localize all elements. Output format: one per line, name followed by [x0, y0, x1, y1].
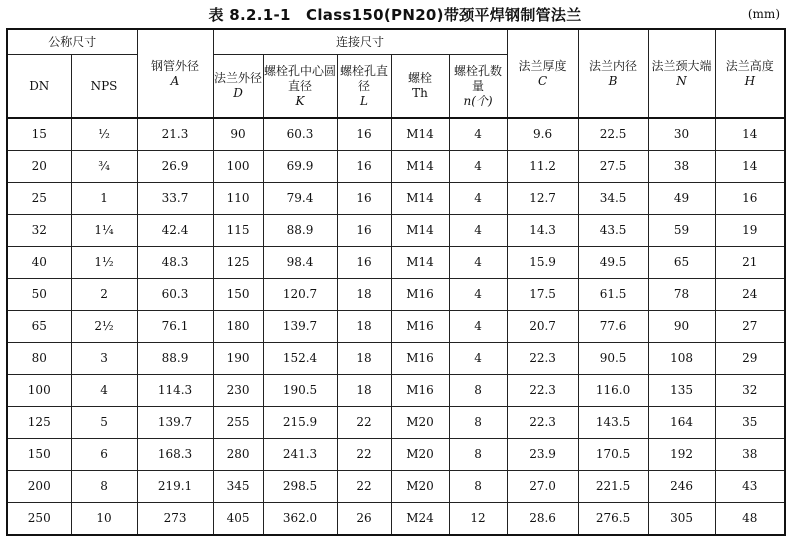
cell-bolt-circle: 60.3 [263, 118, 337, 151]
cell-inner-diameter: 276.5 [578, 503, 648, 536]
cell-bolt-count: 4 [449, 151, 507, 183]
cell-pipe-od: 76.1 [137, 311, 213, 343]
cell-neck: 30 [648, 118, 715, 151]
cell-neck: 78 [648, 279, 715, 311]
header-nps: NPS [71, 55, 137, 119]
cell-dn: 100 [7, 375, 71, 407]
table-row [7, 471, 785, 503]
cell-height: 24 [715, 279, 785, 311]
cell-bolt-circle: 241.3 [263, 439, 337, 471]
cell-bolt-count: 4 [449, 343, 507, 375]
cell-pipe-od: 219.1 [137, 471, 213, 503]
table-row [7, 407, 785, 439]
cell-height: 16 [715, 183, 785, 215]
header-height-symbol: H [744, 73, 756, 88]
cell-bolt: M24 [391, 503, 449, 536]
cell-bolt-count: 8 [449, 407, 507, 439]
cell-neck: 192 [648, 439, 715, 471]
cell-bolt-hole: 22 [337, 407, 391, 439]
cell-flange-od: 405 [213, 503, 263, 536]
cell-flange-od: 345 [213, 471, 263, 503]
cell-bolt-circle: 79.4 [263, 183, 337, 215]
cell-neck: 305 [648, 503, 715, 536]
cell-thickness: 20.7 [507, 311, 578, 343]
cell-bolt-circle: 298.5 [263, 471, 337, 503]
header-bolt-circle-symbol: K [295, 93, 305, 108]
cell-bolt-count: 8 [449, 439, 507, 471]
cell-bolt-count: 4 [449, 183, 507, 215]
cell-pipe-od: 168.3 [137, 439, 213, 471]
header-neck-name: 法兰颈大端 [651, 58, 712, 73]
cell-height: 48 [715, 503, 785, 536]
cell-dn: 200 [7, 471, 71, 503]
cell-bolt-circle: 190.5 [263, 375, 337, 407]
cell-thickness: 17.5 [507, 279, 578, 311]
header-connection: 连接尺寸 [213, 29, 507, 55]
cell-bolt: M20 [391, 439, 449, 471]
cell-neck: 164 [648, 407, 715, 439]
cell-flange-od: 230 [213, 375, 263, 407]
table-row [7, 311, 785, 343]
header-inner-diameter-name: 法兰内径 [589, 58, 638, 73]
header-thickness-symbol: C [537, 73, 548, 88]
cell-neck: 38 [648, 151, 715, 183]
header-bolt-hole-symbol: L [360, 93, 368, 108]
header-thickness [507, 29, 578, 118]
table-body [7, 118, 785, 535]
header-flange-od-symbol: D [233, 86, 243, 100]
cell-bolt-count: 4 [449, 247, 507, 279]
title-row [0, 0, 790, 26]
cell-thickness: 22.3 [507, 407, 578, 439]
cell-flange-od: 90 [213, 118, 263, 151]
cell-bolt-hole: 16 [337, 151, 391, 183]
cell-nps: 3 [71, 343, 137, 375]
header-thickness-name: 法兰厚度 [518, 58, 567, 73]
cell-inner-diameter: 170.5 [578, 439, 648, 471]
cell-thickness: 22.3 [507, 375, 578, 407]
cell-flange-od: 190 [213, 343, 263, 375]
cell-inner-diameter: 43.5 [578, 215, 648, 247]
cell-bolt-count: 8 [449, 375, 507, 407]
cell-bolt: M14 [391, 118, 449, 151]
cell-pipe-od: 26.9 [137, 151, 213, 183]
cell-dn: 40 [7, 247, 71, 279]
cell-bolt-hole: 26 [337, 503, 391, 536]
cell-bolt: M16 [391, 311, 449, 343]
cell-nps: 1¼ [71, 215, 137, 247]
cell-dn: 80 [7, 343, 71, 375]
table-row [7, 439, 785, 471]
cell-inner-diameter: 49.5 [578, 247, 648, 279]
unit-label: (mm) [747, 7, 780, 21]
cell-nps: 1 [71, 183, 137, 215]
cell-bolt-circle: 152.4 [263, 343, 337, 375]
cell-bolt-count: 8 [449, 471, 507, 503]
cell-bolt-count: 4 [449, 279, 507, 311]
table-row [7, 215, 785, 247]
cell-height: 32 [715, 375, 785, 407]
header-neck-symbol: N [676, 73, 687, 88]
cell-bolt-circle: 139.7 [263, 311, 337, 343]
cell-inner-diameter: 22.5 [578, 118, 648, 151]
header-bolt-symbol: Th [412, 86, 428, 100]
cell-nps: 6 [71, 439, 137, 471]
cell-bolt-circle: 120.7 [263, 279, 337, 311]
header-bolt-name: 螺栓 [408, 71, 433, 85]
cell-bolt-circle: 88.9 [263, 215, 337, 247]
cell-pipe-od: 139.7 [137, 407, 213, 439]
cell-inner-diameter: 116.0 [578, 375, 648, 407]
cell-bolt: M16 [391, 343, 449, 375]
cell-nps: ¾ [71, 151, 137, 183]
cell-flange-od: 280 [213, 439, 263, 471]
cell-thickness: 22.3 [507, 343, 578, 375]
header-bolt-hole [337, 55, 391, 119]
cell-bolt-hole: 22 [337, 471, 391, 503]
cell-height: 29 [715, 343, 785, 375]
cell-neck: 49 [648, 183, 715, 215]
cell-bolt: M14 [391, 215, 449, 247]
cell-nps: 10 [71, 503, 137, 536]
cell-bolt-hole: 18 [337, 311, 391, 343]
cell-bolt: M14 [391, 183, 449, 215]
cell-bolt-circle: 362.0 [263, 503, 337, 536]
cell-bolt-hole: 16 [337, 118, 391, 151]
header-bolt-count-name: 螺栓孔数量 [454, 63, 503, 93]
table-header [7, 29, 785, 118]
header-flange-od [213, 55, 263, 119]
cell-pipe-od: 48.3 [137, 247, 213, 279]
header-bolt-hole-name: 螺栓孔直径 [340, 63, 389, 93]
cell-flange-od: 110 [213, 183, 263, 215]
cell-bolt-count: 4 [449, 215, 507, 247]
cell-bolt: M16 [391, 279, 449, 311]
cell-neck: 90 [648, 311, 715, 343]
cell-dn: 15 [7, 118, 71, 151]
cell-bolt-circle: 98.4 [263, 247, 337, 279]
cell-bolt-circle: 215.9 [263, 407, 337, 439]
cell-height: 14 [715, 151, 785, 183]
cell-height: 35 [715, 407, 785, 439]
cell-height: 14 [715, 118, 785, 151]
cell-thickness: 28.6 [507, 503, 578, 536]
header-bolt-count [449, 55, 507, 119]
cell-dn: 50 [7, 279, 71, 311]
cell-inner-diameter: 221.5 [578, 471, 648, 503]
header-bolt-circle [263, 55, 337, 119]
cell-flange-od: 180 [213, 311, 263, 343]
table-row [7, 279, 785, 311]
cell-bolt-hole: 22 [337, 439, 391, 471]
header-bolt-circle-name: 螺栓孔中心圆直径 [264, 63, 337, 93]
cell-flange-od: 100 [213, 151, 263, 183]
cell-thickness: 12.7 [507, 183, 578, 215]
cell-bolt-hole: 18 [337, 375, 391, 407]
cell-pipe-od: 88.9 [137, 343, 213, 375]
cell-neck: 108 [648, 343, 715, 375]
header-flange-od-name: 法兰外径 [214, 71, 263, 85]
cell-nps: 8 [71, 471, 137, 503]
table-row [7, 375, 785, 407]
cell-nps: 2 [71, 279, 137, 311]
cell-nps: ½ [71, 118, 137, 151]
cell-bolt-hole: 18 [337, 279, 391, 311]
cell-dn: 25 [7, 183, 71, 215]
cell-bolt-hole: 16 [337, 247, 391, 279]
cell-thickness: 15.9 [507, 247, 578, 279]
cell-bolt-hole: 16 [337, 183, 391, 215]
cell-bolt: M20 [391, 471, 449, 503]
table-row [7, 503, 785, 536]
cell-bolt: M14 [391, 151, 449, 183]
cell-flange-od: 255 [213, 407, 263, 439]
cell-bolt-count: 4 [449, 311, 507, 343]
cell-dn: 65 [7, 311, 71, 343]
header-neck [648, 29, 715, 118]
cell-pipe-od: 42.4 [137, 215, 213, 247]
cell-dn: 250 [7, 503, 71, 536]
table-row [7, 183, 785, 215]
header-height [715, 29, 785, 118]
cell-inner-diameter: 61.5 [578, 279, 648, 311]
header-bolt-count-symbol: n(个) [463, 93, 493, 108]
header-pipe-od [137, 29, 213, 118]
cell-neck: 59 [648, 215, 715, 247]
cell-thickness: 9.6 [507, 118, 578, 151]
header-dn: DN [7, 55, 71, 119]
cell-height: 43 [715, 471, 785, 503]
cell-nps: 5 [71, 407, 137, 439]
table-row [7, 247, 785, 279]
cell-bolt-count: 4 [449, 118, 507, 151]
cell-nps: 1½ [71, 247, 137, 279]
cell-nps: 2½ [71, 311, 137, 343]
cell-dn: 32 [7, 215, 71, 247]
cell-bolt-hole: 16 [337, 215, 391, 247]
cell-pipe-od: 114.3 [137, 375, 213, 407]
cell-pipe-od: 273 [137, 503, 213, 536]
table-row [7, 118, 785, 151]
cell-height: 38 [715, 439, 785, 471]
cell-bolt-hole: 18 [337, 343, 391, 375]
table-row [7, 343, 785, 375]
header-pipe-od-name: 钢管外径 [151, 58, 200, 73]
cell-thickness: 23.9 [507, 439, 578, 471]
cell-pipe-od: 33.7 [137, 183, 213, 215]
header-nominal-size: 公称尺寸 [7, 29, 137, 55]
cell-inner-diameter: 27.5 [578, 151, 648, 183]
table-title: 表 8.2.1-1 Class150(PN20)带颈平焊钢制管法兰 [208, 6, 582, 24]
cell-flange-od: 115 [213, 215, 263, 247]
cell-bolt-circle: 69.9 [263, 151, 337, 183]
cell-height: 19 [715, 215, 785, 247]
cell-bolt: M16 [391, 375, 449, 407]
cell-dn: 125 [7, 407, 71, 439]
header-pipe-od-symbol: A [170, 73, 180, 88]
cell-dn: 20 [7, 151, 71, 183]
cell-thickness: 11.2 [507, 151, 578, 183]
cell-bolt: M14 [391, 247, 449, 279]
header-bolt [391, 55, 449, 119]
header-inner-diameter [578, 29, 648, 118]
cell-inner-diameter: 143.5 [578, 407, 648, 439]
cell-thickness: 27.0 [507, 471, 578, 503]
cell-neck: 246 [648, 471, 715, 503]
cell-inner-diameter: 34.5 [578, 183, 648, 215]
cell-pipe-od: 21.3 [137, 118, 213, 151]
cell-dn: 150 [7, 439, 71, 471]
cell-thickness: 14.3 [507, 215, 578, 247]
cell-pipe-od: 60.3 [137, 279, 213, 311]
cell-bolt: M20 [391, 407, 449, 439]
cell-inner-diameter: 77.6 [578, 311, 648, 343]
cell-flange-od: 125 [213, 247, 263, 279]
cell-height: 27 [715, 311, 785, 343]
table-row [7, 151, 785, 183]
header-height-name: 法兰高度 [725, 58, 774, 73]
cell-bolt-count: 12 [449, 503, 507, 536]
flange-dimension-table [6, 28, 786, 536]
cell-nps: 4 [71, 375, 137, 407]
cell-neck: 65 [648, 247, 715, 279]
header-inner-diameter-symbol: B [608, 73, 618, 88]
cell-height: 21 [715, 247, 785, 279]
cell-flange-od: 150 [213, 279, 263, 311]
cell-inner-diameter: 90.5 [578, 343, 648, 375]
cell-neck: 135 [648, 375, 715, 407]
